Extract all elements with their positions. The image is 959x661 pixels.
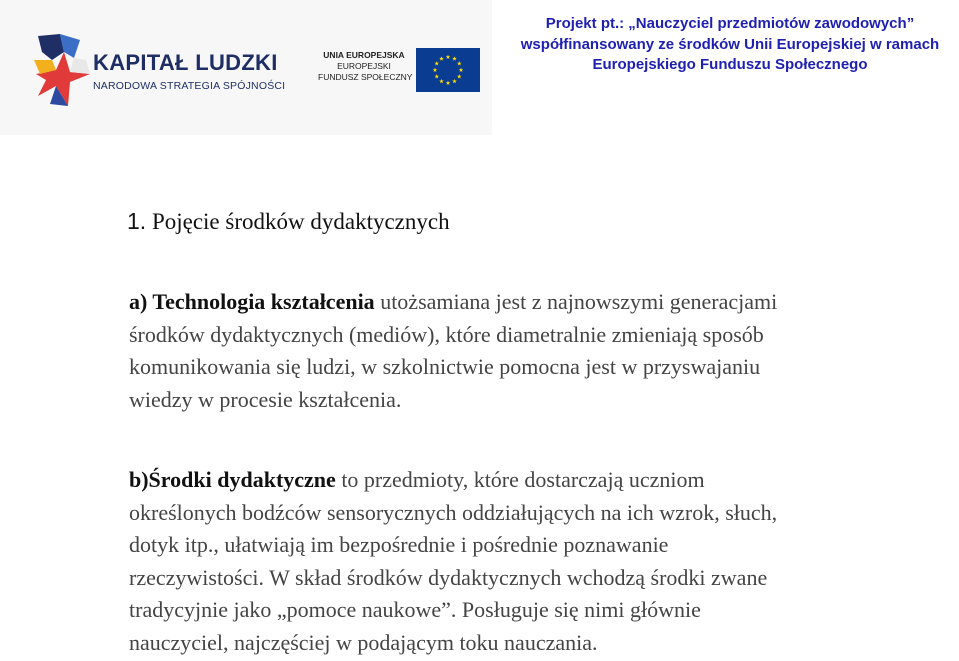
logo-band <box>0 0 492 135</box>
eu-logo-line2: EUROPEJSKI <box>337 61 391 71</box>
paragraph-a-line: komunikowania się ludzi, w szkolnictwie pomocna jest w przyswajaniu <box>129 354 761 379</box>
eu-flag-icon <box>416 48 480 92</box>
project-header <box>510 14 950 76</box>
eu-logo-line1: UNIA EUROPEJSKA <box>323 50 405 60</box>
paragraph-b-label: b)Środki dydaktyczne <box>129 467 336 492</box>
paragraph-b-text: to przedmioty, które dostarczają uczniom <box>335 467 705 492</box>
eu-logo-line3: FUNDUSZ SPOŁECZNY <box>318 72 413 82</box>
eu-logo <box>318 48 483 96</box>
paragraph-a <box>129 286 949 416</box>
paragraph-b-line: określonych bodźców sensorycznych oddziałujących na ich wzrok, słuch, <box>129 499 778 525</box>
kapital-ludzki-title: KAPITAŁ LUDZKI <box>93 50 278 75</box>
paragraph-b-line: nauczyciel, najczęściej w podającym toku nauczania. <box>129 629 598 655</box>
paragraph-a-line: środków dydaktycznych (mediów), które diametralnie zmieniają sposób <box>129 321 764 347</box>
paragraph-a-label: a) Technologia kształcenia <box>129 289 375 314</box>
paragraph-b-line: rzeczywistości. W skład środków dydaktycznych wchodzą środki zwane <box>129 564 768 590</box>
project-header-line3: Europejskiego Funduszu Społecznego <box>592 56 868 73</box>
paragraph-a-line <box>129 286 949 319</box>
paragraph-a-text: utożsamiana jest z najnowszymi generacjami <box>374 289 778 314</box>
paragraph-b <box>129 464 949 659</box>
section-number: 1. <box>127 208 147 234</box>
project-header-line1: Projekt pt.: „Nauczyciel przedmiotów zawodowych” <box>545 15 915 32</box>
kapital-ludzki-star-icon <box>30 30 92 108</box>
paragraph-b-line: dotyk itp., ułatwiają im bezpośrednie i pośrednie poznawanie <box>129 532 669 557</box>
kapital-ludzki-subtitle: NARODOWA STRATEGIA SPÓJNOŚCI <box>93 80 286 92</box>
project-header-line2: współfinansowany ze środków Unii Europejskiej w ramach <box>520 35 940 53</box>
section-title <box>127 206 450 237</box>
paragraph-b-line: tradycyjnie jako „pomoce naukowe”. Posługuje się nimi głównie <box>129 597 701 622</box>
kapital-ludzki-logo <box>30 30 286 110</box>
section-title-text: Pojęcie środków dydaktycznych <box>151 209 450 234</box>
eu-logo-text <box>318 50 413 83</box>
paragraph-a-line: wiedzy w procesie kształcenia. <box>129 386 402 412</box>
paragraph-b-line <box>129 464 949 497</box>
